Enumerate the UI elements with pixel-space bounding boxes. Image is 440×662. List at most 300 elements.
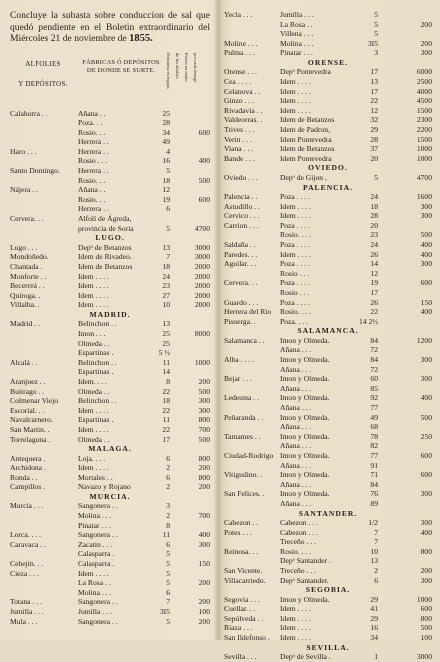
distance-value: 17 (370, 86, 378, 96)
alfoli-name: Ronda . . (10, 472, 38, 482)
source-depot: Añana . . . (280, 383, 312, 393)
source-depot: Belinchon . . (78, 357, 117, 367)
alfoli-name: Pisuerga. . (224, 316, 256, 326)
table-row (10, 147, 210, 157)
alfoli-name: Villalba. . (10, 300, 40, 310)
distance-value: 7 (374, 527, 378, 537)
price-value: 2000 (194, 271, 210, 281)
price-value: 250 (420, 431, 432, 441)
distance-value: 6 (166, 472, 170, 482)
source-depot: Idem Pontevedra (280, 153, 332, 163)
price-value: 500 (198, 386, 210, 396)
distance-value: 22 (370, 307, 378, 317)
source-depot: Poza . . . . (280, 239, 310, 249)
table-row (224, 547, 432, 557)
province-heading: MALAGA. (88, 444, 132, 454)
table-row (224, 576, 432, 586)
table-row (224, 384, 432, 394)
source-depot: Añana . . . (280, 402, 312, 412)
price-value: 300 (420, 374, 432, 384)
distance-value: 77 (370, 450, 378, 460)
source-depot: Idem . . . . (78, 271, 109, 281)
alfoli-name: Monforte . . (10, 271, 47, 281)
table-row (224, 355, 432, 365)
distance-value: 10 (370, 546, 378, 556)
distance-value: 25 (162, 328, 170, 338)
distance-value: 85 (370, 383, 378, 393)
province-heading: OVIEDO. (308, 163, 348, 173)
source-depot: Molina . . . (78, 587, 112, 597)
alfoli-name: Vitigudino. . (224, 470, 263, 480)
table-row (224, 317, 432, 327)
alfoli-name: Lugo . . . (10, 242, 38, 252)
table-row (10, 128, 210, 138)
distance-value: 84 (370, 335, 378, 345)
alfoli-name: Peñaranda . . (224, 412, 264, 422)
source-depot: Alfolí de Ágreda, (78, 214, 132, 224)
price-value: 2300 (416, 115, 432, 125)
distance-value: 5 (166, 549, 170, 559)
distance-value: 16 (162, 156, 170, 166)
source-depot: Idem . . . . (280, 96, 311, 106)
price-value: 300 (420, 201, 432, 211)
alfoli-name: Orense . . . (224, 67, 257, 77)
source-depot: Imon y Olmeda. (280, 450, 330, 460)
source-depot: Herrera . . (78, 146, 109, 156)
table-row (10, 406, 210, 416)
table-row (224, 77, 432, 87)
distance-value: 13 (162, 319, 170, 329)
source-depot: Cabezon . . . (280, 527, 318, 537)
price-value: 150 (420, 297, 432, 307)
alfoli-name: Pulma . . . (224, 48, 255, 58)
distance-value: 49 (162, 137, 170, 147)
table-row (224, 269, 432, 279)
distance-value: 2 (166, 511, 170, 521)
distance-value: 18 (162, 396, 170, 406)
distance-value: 60 (370, 374, 378, 384)
alfoli-name: Lorca. . . . (10, 530, 41, 540)
table-row (224, 288, 432, 298)
alfoli-name: Astudillo . . (224, 201, 260, 211)
alfoli-name: San Martin. . (10, 424, 50, 434)
source-depot: Añana . . (78, 185, 106, 195)
alfoli-name: Haro . . . (10, 146, 37, 156)
distance-value: 10 (162, 300, 170, 310)
distance-value: 24 (162, 271, 170, 281)
distance-value: 5 (166, 616, 170, 626)
source-depot: Depᵒ de Sevilla . (280, 652, 331, 662)
distance-value: 34 (162, 127, 170, 137)
table-row (10, 156, 210, 166)
source-depot: Molina . . . (280, 38, 314, 48)
table-row (224, 451, 432, 461)
table-row (10, 559, 210, 569)
price-value: 200 (420, 38, 432, 48)
distance-value: 49 (370, 412, 378, 422)
table-row (224, 278, 432, 288)
table-row (10, 511, 210, 521)
alfoli-name: Yecla . . . (224, 10, 253, 19)
table-row (224, 96, 432, 106)
distance-value: 8 (166, 376, 170, 386)
table-row (224, 106, 432, 116)
alfoli-name: Escorial. . . (10, 405, 45, 415)
distance-value: 2 (166, 482, 170, 492)
source-depot: Olmeda . . (78, 338, 110, 348)
distance-value: 12 (370, 268, 378, 278)
table-row (10, 377, 210, 387)
price-value: 800 (420, 613, 432, 623)
price-value: 700 (198, 424, 210, 434)
table-row (10, 501, 210, 511)
source-depot: Rosio. . . . (280, 307, 312, 317)
distance-value: 19 (370, 278, 378, 288)
source-depot: Belinchon . . (78, 396, 117, 406)
price-value: 3000 (194, 242, 210, 252)
source-depot: Imon y Olmeda. (280, 594, 330, 604)
source-depot: Imon y Olmeda. (280, 374, 330, 384)
table-row (10, 569, 210, 579)
alfoli-name: Villacarriedo. (224, 575, 266, 585)
table-row (224, 499, 432, 509)
province-heading: SEGOBIA. (305, 585, 351, 595)
table-row (224, 192, 432, 202)
table-row (10, 319, 210, 329)
alfoli-name: Nájera . . (10, 185, 38, 195)
alfoli-name: Chantada . (10, 261, 43, 271)
distance-value: 6 (166, 204, 170, 214)
price-value: 1000 (416, 594, 432, 604)
header-price-label: Precio en reales (184, 52, 189, 82)
table-row (10, 272, 210, 282)
alfoli-name: Trives . . . (224, 125, 255, 135)
table-row (10, 137, 210, 147)
table-row (224, 413, 432, 423)
distance-value: 4 (166, 146, 170, 156)
distance-value: 5 (374, 29, 378, 39)
distance-value: 26 (370, 249, 378, 259)
source-depot: Idem . . . . (78, 300, 109, 310)
distance-value: 92 (370, 393, 378, 403)
table-row (10, 195, 210, 205)
price-value: 400 (420, 239, 432, 249)
source-depot: Depᵒ de Gijon , (280, 172, 327, 182)
source-depot: Loja. . . . (78, 453, 106, 463)
table-row (10, 252, 210, 262)
alfoli-name: Bande . . . (224, 153, 255, 163)
table-row (10, 549, 210, 559)
table-row (224, 393, 432, 403)
price-value: 400 (198, 156, 210, 166)
alfoli-name: Tamames . . (224, 431, 261, 441)
table-row (224, 307, 432, 317)
source-depot: Espartinas . (78, 415, 114, 425)
source-depot: Añana . . . (280, 498, 312, 508)
table-row (224, 259, 432, 269)
distance-value: 34 (370, 633, 378, 643)
source-depot: Navazo y Rojano (78, 482, 131, 492)
table-row (224, 432, 432, 442)
table-row (224, 652, 432, 662)
price-value: 200 (198, 482, 210, 492)
intro-text: Concluye la subasta sobre conduccion de sal que quedó pendiente en el Boletin extraordinario del Miércoles 21 de noviembre de (10, 10, 210, 44)
source-depot: Idem . . . . (78, 281, 109, 291)
price-value: 1500 (416, 134, 432, 144)
source-depot: Imon y Olmeda. (280, 355, 330, 364)
distance-value: 17 (370, 287, 378, 297)
price-value: 2000 (194, 290, 210, 300)
alfoli-name: Cehejin. . . (10, 559, 44, 569)
table-row (10, 243, 210, 253)
distance-value: 22 (162, 386, 170, 396)
source-depot: Sangonera . . (78, 616, 118, 626)
distance-value: 23 (370, 230, 378, 240)
alfoli-name: Salamanca . . (224, 335, 265, 345)
source-depot: Treceño . . . (280, 565, 316, 575)
distance-value: 5 (374, 10, 378, 19)
table-row (10, 482, 210, 492)
header-price-sub-label: por cada fanega (193, 52, 198, 82)
right-column (224, 10, 432, 662)
price-value: 4700 (416, 172, 432, 182)
alfoli-name: Reinosa. . . (224, 546, 258, 556)
source-depot: Rosio. . . . (280, 546, 312, 556)
table-row (224, 374, 432, 384)
source-depot: Añana . . . (280, 460, 312, 470)
source-depot: Idem . . . . (78, 568, 109, 578)
intro-paragraph (10, 10, 210, 45)
source-depot: Calasparra . (78, 559, 115, 569)
price-value: 2500 (416, 77, 432, 87)
source-depot: Mortales . . (78, 472, 113, 482)
province-heading: MURCIA. (89, 491, 131, 501)
price-value: 800 (420, 546, 432, 556)
source-depot: Olmeda . . (78, 434, 110, 444)
distance-value: 89 (370, 498, 378, 508)
distance-value: 84 (370, 479, 378, 489)
source-depot: Rosio. . . (78, 127, 106, 137)
distance-value: 12 (162, 185, 170, 195)
price-value: 2000 (194, 261, 210, 271)
distance-value: 5 (374, 172, 378, 182)
price-value: 2000 (194, 300, 210, 310)
source-depot: La Rosa . . (280, 19, 313, 29)
distance-value: 3 (374, 48, 378, 58)
source-depot: Poza . . . . (280, 259, 310, 269)
source-depot: Imon . . . (78, 328, 106, 338)
price-value: 500 (198, 434, 210, 444)
table-row (224, 537, 432, 547)
distance-value: 77 (370, 402, 378, 412)
alfoli-name: Ledesma . . (224, 393, 260, 403)
source-depot: Treceño . . . (280, 537, 316, 547)
source-depot: Rosio . . . (78, 156, 108, 166)
distance-value: 1 (374, 652, 378, 662)
source-depot: Poza . . . . (280, 278, 310, 288)
alfoli-name: Mula . . . (10, 616, 38, 626)
distance-value: 13 (370, 77, 378, 87)
source-depot: Rosio. . . . (280, 230, 312, 240)
alfoli-name: Aranjuez . . (10, 376, 46, 386)
table-row (224, 115, 432, 125)
distance-value: 20 (370, 220, 378, 230)
price-value: 200 (420, 565, 432, 575)
distance-value: 8 (166, 520, 170, 530)
alfoli-name: Torrelaguna . (10, 434, 51, 444)
source-depot: Depᵒ Pontevedra (280, 67, 331, 77)
price-value: 400 (420, 527, 432, 537)
price-value: 4500 (416, 96, 432, 106)
alfoli-name: Paredes. . . (224, 249, 258, 259)
distance-value: 20 (370, 153, 378, 163)
table-row (10, 367, 210, 377)
distance-value: 26 (370, 297, 378, 307)
distance-value: 6 (166, 539, 170, 549)
distance-value: 5 (166, 223, 170, 233)
alfoli-name: Calahorra . . (10, 108, 48, 118)
header-fabricas-label: FÁBRICAS Ó DEPÓSITOS DE DONDE SE SURTE. (82, 58, 160, 74)
distance-value: 84 (370, 355, 378, 364)
distance-value: 76 (370, 489, 378, 499)
distance-value: 14 (370, 259, 378, 269)
table-row (10, 185, 210, 195)
table-row (10, 291, 210, 301)
distance-value: 3 (166, 501, 170, 511)
source-depot: Idem de Rivadeo. (78, 252, 132, 262)
table-row (224, 566, 432, 576)
alfoli-name: Caravaca . . (10, 539, 46, 549)
source-depot: Rosio. . . (78, 194, 106, 204)
distance-value: 28 (370, 134, 378, 144)
price-value: 600 (420, 470, 432, 480)
table-row (224, 614, 432, 624)
price-value: 300 (420, 518, 432, 527)
distance-value: 68 (370, 422, 378, 432)
alfoli-name: Cea . . . . (224, 77, 251, 87)
table-row (224, 461, 432, 471)
table-row (10, 204, 210, 214)
table-row (10, 435, 210, 445)
source-depot: Añana . . . (280, 364, 312, 374)
distance-value: 13 (162, 242, 170, 252)
price-value: 150 (198, 559, 210, 569)
source-depot: Herrera . . (78, 204, 109, 214)
distance-value: 18 (162, 175, 170, 185)
price-value: 3000 (416, 652, 432, 662)
alfoli-name: San Ildefonso . (224, 633, 270, 643)
price-value: 1000 (416, 144, 432, 154)
source-depot: Idem . . . . (78, 405, 109, 415)
distance-value: 7 (374, 537, 378, 547)
price-value: 200 (198, 597, 210, 607)
table-row (224, 221, 432, 231)
alfoli-name: Santo Domingo. (10, 166, 60, 176)
alfoli-name: San Felices. . (224, 489, 265, 499)
source-depot: Villena . . . (280, 29, 314, 39)
alfoli-name: Jumilla . . . (10, 607, 44, 616)
table-row (224, 125, 432, 135)
source-depot: Añana . . . (280, 422, 312, 432)
distance-value: 28 (370, 211, 378, 221)
table-row (10, 597, 210, 607)
province-heading: LUGO. (95, 233, 125, 243)
alfoli-name: Ginzo . . . (224, 96, 254, 106)
table-row (10, 530, 210, 540)
distance-value: 5 (374, 19, 378, 29)
price-value: 1500 (416, 105, 432, 115)
source-depot: Idem . . . . (280, 105, 311, 115)
source-depot: Espartinas . (78, 367, 114, 377)
price-value: 300 (198, 396, 210, 406)
distance-value: 3I5 (367, 38, 378, 48)
source-depot: Sangonera . . (78, 501, 118, 511)
table-row (10, 425, 210, 435)
price-value: 2000 (194, 281, 210, 291)
source-depot: Rosio. . . (78, 175, 106, 185)
price-value: 4700 (194, 223, 210, 233)
distance-value: 5 (166, 568, 170, 578)
distance-value: 72 (370, 364, 378, 374)
table-row (10, 617, 210, 627)
table-row (10, 176, 210, 186)
price-value: 800 (198, 415, 210, 425)
source-depot: Herrera . . (78, 137, 109, 147)
distance-value: 1/2 (368, 518, 378, 527)
source-depot: Poza . . . . (280, 220, 310, 230)
distance-value: 19 (162, 194, 170, 204)
table-row (224, 480, 432, 490)
alfoli-name: Palencia . . (224, 192, 258, 201)
table-row (224, 10, 432, 20)
table-row (224, 470, 432, 480)
source-depot: Idem . . . . (280, 77, 311, 87)
price-value: 200 (420, 19, 432, 29)
table-row (224, 67, 432, 77)
province-heading: SEVILLA. (306, 642, 350, 652)
source-depot: Sangonera . . (78, 597, 118, 607)
table-row (10, 358, 210, 368)
table-row (224, 240, 432, 250)
right-table-body (224, 10, 432, 662)
province-heading: SALAMANCA. (297, 326, 359, 336)
distance-value: 5 (166, 578, 170, 588)
price-value: 1000 (416, 153, 432, 163)
source-depot: Idem de Betanzos (78, 261, 133, 271)
distance-value: 7 (166, 252, 170, 262)
table-row (224, 48, 432, 58)
source-depot: Idem . . . . (280, 623, 311, 633)
source-depot: Añana . . . (280, 345, 312, 355)
alfoli-name: Cervera. . . (10, 214, 44, 224)
alfoli-name: Sepúlveda . . (224, 613, 264, 623)
table-row (10, 214, 210, 224)
alfoli-name: Segovia . . . (224, 594, 260, 604)
table-row (224, 230, 432, 240)
table-row (10, 578, 210, 588)
alfoli-name: Moline . . . (224, 38, 258, 48)
table-row (10, 300, 210, 310)
source-depot: Imon y Olmeda. (280, 431, 330, 441)
distance-value: 14 (162, 367, 170, 377)
table-row (224, 365, 432, 375)
alfoli-name: Cuellar. . . (224, 604, 256, 614)
distance-value: 7 (166, 597, 170, 607)
source-depot: Idem. . . . (78, 376, 107, 386)
price-value: 2200 (416, 125, 432, 135)
distance-value: 2 (166, 463, 170, 473)
source-depot: Idem . . . . (280, 249, 311, 259)
